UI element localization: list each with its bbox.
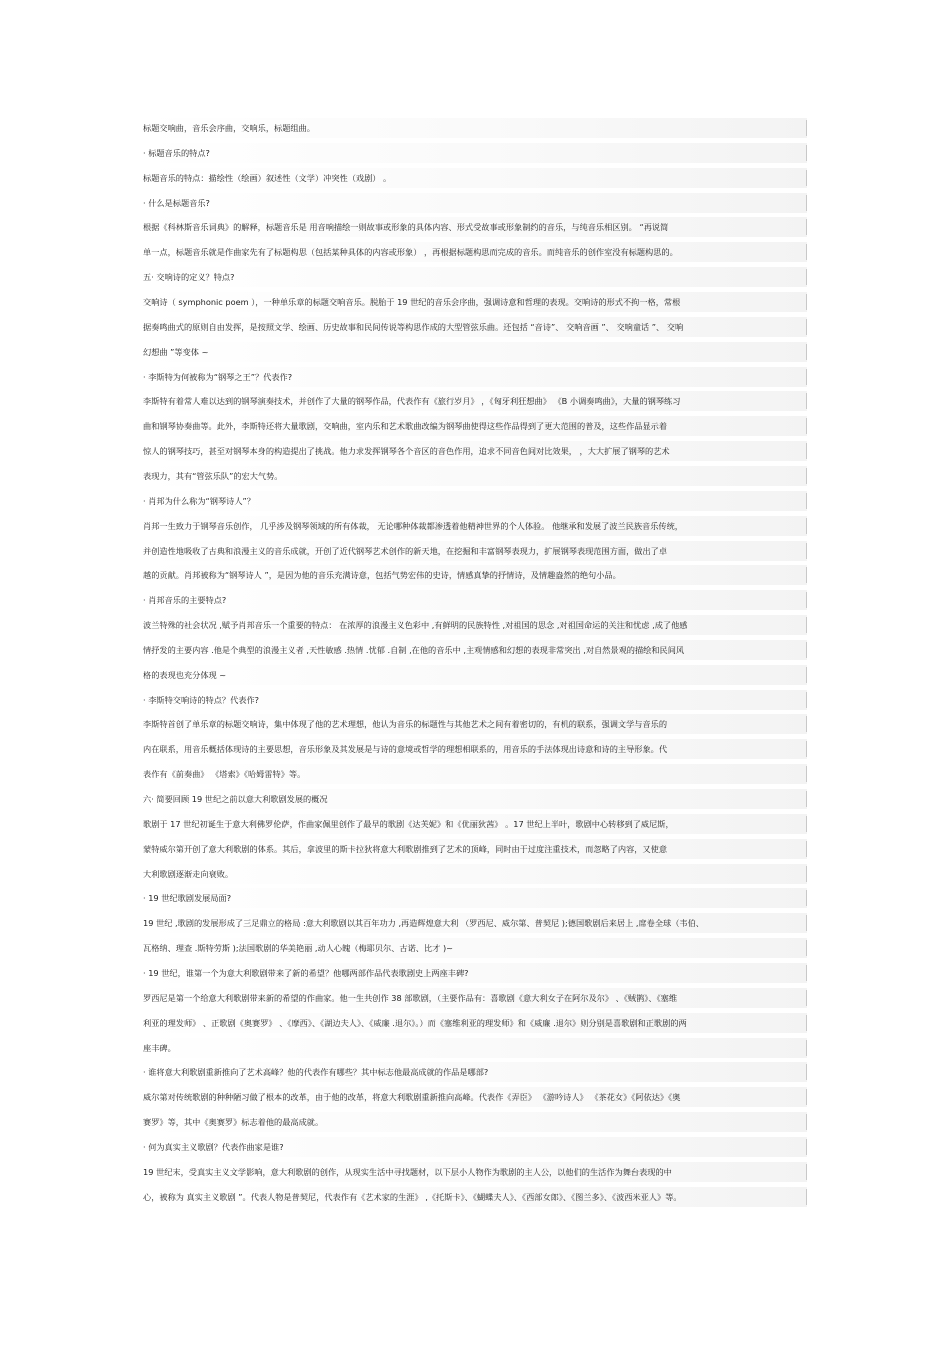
text-line-content: 威尔第对传统歌剧的种种陋习做了根本的改革，由于他的改革，将意大利歌剧重新推向高峰。代表作《弄臣》 《游吟诗人》 《茶花女》《阿依达》《奥 [143,1092,681,1103]
text-line-content: · 什么是标题音乐? [143,197,210,208]
text-line-content: 表现力，其有“管弦乐队”的宏大气势。 [143,470,283,481]
text-line-content: · 李斯特交响诗的特点？代表作? [143,694,259,705]
text-line-content: 李斯特有着常人难以达到的钢琴演奏技术，并创作了大量的钢琴作品，代表作有《旅行岁月》 ，《匈牙利狂想曲》 《B 小调奏鸣曲》，大量的钢琴练习 [143,396,681,407]
text-line-content: 利亚的理发师》 、正歌剧《奥赛罗》 、《摩西》、《湖边夫人》、《威廉 .退尔》。）而《塞维利亚的理发师》和《威廉 .退尔》则分别是喜歌剧和正歌剧的两 [143,1017,687,1028]
text-line [143,317,807,337]
text-line [143,193,807,213]
text-line [143,292,807,312]
text-line-content: 单一点，标题音乐就是作曲家先有了标题构思（包括某种具体的内容或形象） ，再根据标题构思而完成的音乐。而纯音乐的创作室没有标题构思的。 [143,247,678,258]
text-line [143,839,807,859]
text-line [143,1087,807,1107]
text-line [143,1162,807,1182]
text-line [143,714,807,734]
text-line [143,267,807,287]
text-line-content: · 何为真实主义歌剧？代表作曲家是谁? [143,1141,284,1152]
text-line [143,217,807,237]
text-line [143,814,807,834]
text-line-content: 交响诗（ symphonic poem ），一种单乐章的标题交响音乐。脱胎于 19 世纪的音乐会序曲，强调诗意和哲理的表现。交响诗的形式不拘一格，常根 [143,297,681,307]
text-line-content: 标题音乐的特点：描绘性（绘画）叙述性（文学）冲突性（戏剧） 。 [143,172,392,183]
text-line-content: 标题交响曲，音乐会序曲，交响乐，标题组曲。 [143,123,315,133]
text-line-content: 内在联系，用音乐概括体现诗的主要思想，音乐形象及其发展是与诗的意境或哲学的理想相联系的，用音乐的手法体现出诗意和诗的主导形象。代 [143,744,668,755]
text-line [143,888,807,908]
text-line [143,665,807,685]
text-line [143,143,807,163]
text-line-content: 越的贡献。肖邦被称为“钢琴诗人 ”，是因为他的音乐充满诗意，包括气势宏伟的史诗，情感真挚的抒情诗，及情趣盎然的绝句小品。 [143,570,621,581]
text-line-content: 六· 简要回顾 19 世纪之前以意大利歌剧发展的概况 [143,794,328,804]
text-line-content: 根据《科林斯音乐词典》的解释，标题音乐是 用音响描绘一则故事或形象的具体内容、形式受故事或形象制约的音乐，与纯音乐相区别。 “再说简 [143,222,669,233]
text-line-content: 瓦格纳、理查 .斯特劳斯 );法国歌剧的华美艳丽 ,动人心魄（梅耶贝尔、古诺、比才 )~ [143,943,453,954]
text-line-content: · 谁将意大利歌剧重新推向了艺术高峰？他的代表作有哪些？其中标志他最高成就的作品是哪部? [143,1067,489,1078]
text-line-content: 赛罗》等，其中《奥赛罗》标志着他的最高成就。 [143,1117,324,1127]
text-line-content: 格的表现也充分体现 ~ [143,669,227,680]
text-line [143,541,807,561]
text-line-content: 惊人的钢琴技巧，甚至对钢琴本身的构造提出了挑战。他力求发挥钢琴各个音区的音色作用，追求不同音色间对比效果， ，大大扩展了钢琴的艺术 [143,446,670,457]
text-line-content: 曲和钢琴协奏曲等。此外，李斯特还将大量歌剧，交响曲，室内乐和艺术歌曲改编为钢琴曲使得这些作品得到了更大范围的普及，这些作品显示着 [143,421,668,432]
text-line [143,690,807,710]
text-line-content: 19 世纪 ,歌剧的发展形成了三足鼎立的格局 :意大利歌剧以其百年功力 ,再造辉煌意大利 （罗西尼、威尔第、普契尼 );德国歌剧后来居上 ,席卷全球（韦伯、 [143,918,704,929]
text-line [143,1187,807,1207]
text-line [143,516,807,536]
text-line [143,590,807,610]
text-line [143,466,807,486]
text-line-content: · 肖邦音乐的主要特点? [143,595,227,606]
text-line [143,615,807,635]
text-line [143,491,807,511]
text-line [143,1137,807,1157]
text-line [143,864,807,884]
text-line-content: 心，被称为 真实主义歌剧 ”。代表人物是普契尼，代表作有《艺术家的生涯》 ,《托斯卡》、《蝴蝶夫人》、《西部女郎》、《图兰多》、《波西米亚人》等。 [143,1191,682,1202]
text-line-content: 李斯特首创了单乐章的标题交响诗，集中体现了他的艺术理想，他认为音乐的标题性与其他艺术之间有着密切的，有机的联系，强调文学与音乐的 [143,719,668,730]
text-line-content: 歌剧于 17 世纪初诞生于意大利佛罗伦萨，作曲家佩里创作了最早的歌剧《达芙妮》和《优丽狄茜》 。17 世纪上半叶，歌剧中心转移到了威尼斯， [143,818,674,829]
text-line-content: 蒙特威尔第开创了意大利歌剧的体系。其后，拿波里的斯卡拉狄将意大利歌剧推到了艺术的顶峰，同时由于过度注重技术，而忽略了内容，又使意 [143,843,668,854]
text-line-content: 并创造性地吸收了古典和浪漫主义的音乐成就，开创了近代钢琴艺术创作的新天地，在挖掘和丰富钢琴表现力，扩展钢琴表现范围方面，做出了卓 [143,545,668,556]
text-line [143,764,807,784]
text-line-content: · 19 世纪歌剧发展局面? [143,893,232,904]
text-line [143,367,807,387]
text-line-content: · 19 世纪，谁第一个为意大利歌剧带来了新的希望？他哪两部作品代表歌剧史上两座丰碑? [143,967,469,978]
text-line [143,441,807,461]
text-line [143,739,807,759]
text-line [143,1112,807,1132]
text-line [143,342,807,362]
text-line-content: 情抒发的主要内容 .他是个典型的浪漫主义者 ,天性敏感 .热情 .忧郁 .自制 ,在他的音乐中 ,主观情感和幻想的表现非常突出 ,对自然景观的描绘和民间风 [143,644,685,655]
text-line [143,416,807,436]
text-line [143,168,807,188]
text-line-content: 波兰特殊的社会状况 ,赋予肖邦音乐一个重要的特点： 在浓厚的浪漫主义色彩中 ,有鲜明的民族特性 ,对祖国的思念 ,对祖国命运的关注和忧虑 ,成了他感 [143,620,688,630]
text-line [143,1013,807,1033]
text-line [143,1062,807,1082]
text-line-content: 表作有《前奏曲》 《塔索》《哈姆雷特》等。 [143,769,306,780]
text-line [143,565,807,585]
text-line [143,640,807,660]
text-line [143,242,807,262]
text-line-content: · 肖邦为什么称为“钢琴诗人”？ [143,495,255,506]
text-line [143,118,807,138]
text-line-content: · 李斯特为何被称为“钢琴之王”？代表作? [143,371,293,382]
text-line [143,938,807,958]
text-line-content: 肖邦一生致力于钢琴音乐创作， 几乎涉及钢琴领域的所有体裁， 无论哪种体裁都渗透着他精神世界的个人体验。 他继承和发展了波兰民族音乐传统， [143,520,683,531]
text-line-content: 大利歌剧逐渐走向衰败。 [143,868,234,879]
text-line [143,988,807,1008]
text-line-content: 据奏鸣曲式的原则自由发挥，是按照文学、绘画、历史故事和民间传说等构思作成的大型管弦乐曲。还包括 “音诗”、 交响音画 ”、 交响童话 ”、 交响 [143,321,684,332]
text-line [143,913,807,933]
text-line [143,391,807,411]
text-line-content: 座丰碑。 [143,1042,176,1053]
text-line [143,789,807,809]
text-line-content: · 标题音乐的特点? [143,147,210,158]
text-line [143,963,807,983]
text-line-content: 幻想曲 ”等变体 ~ [143,346,209,357]
text-line-content: 罗西尼是第一个给意大利歌剧带来新的希望的作曲家。他一生共创作 38 部歌剧，（主要作品有：喜歌剧《意大利女子在阿尔及尔》 、《贼鹊》、《塞维 [143,992,678,1003]
text-line-content: 19 世纪末，受真实主义文学影响，意大利歌剧的创作，从现实生活中寻找题材，以下层小人物作为歌剧的主人公，以他们的生活作为舞台表现的中 [143,1166,672,1177]
text-line [143,1038,807,1058]
text-line-content: 五· 交响诗的定义？特点? [143,272,235,283]
